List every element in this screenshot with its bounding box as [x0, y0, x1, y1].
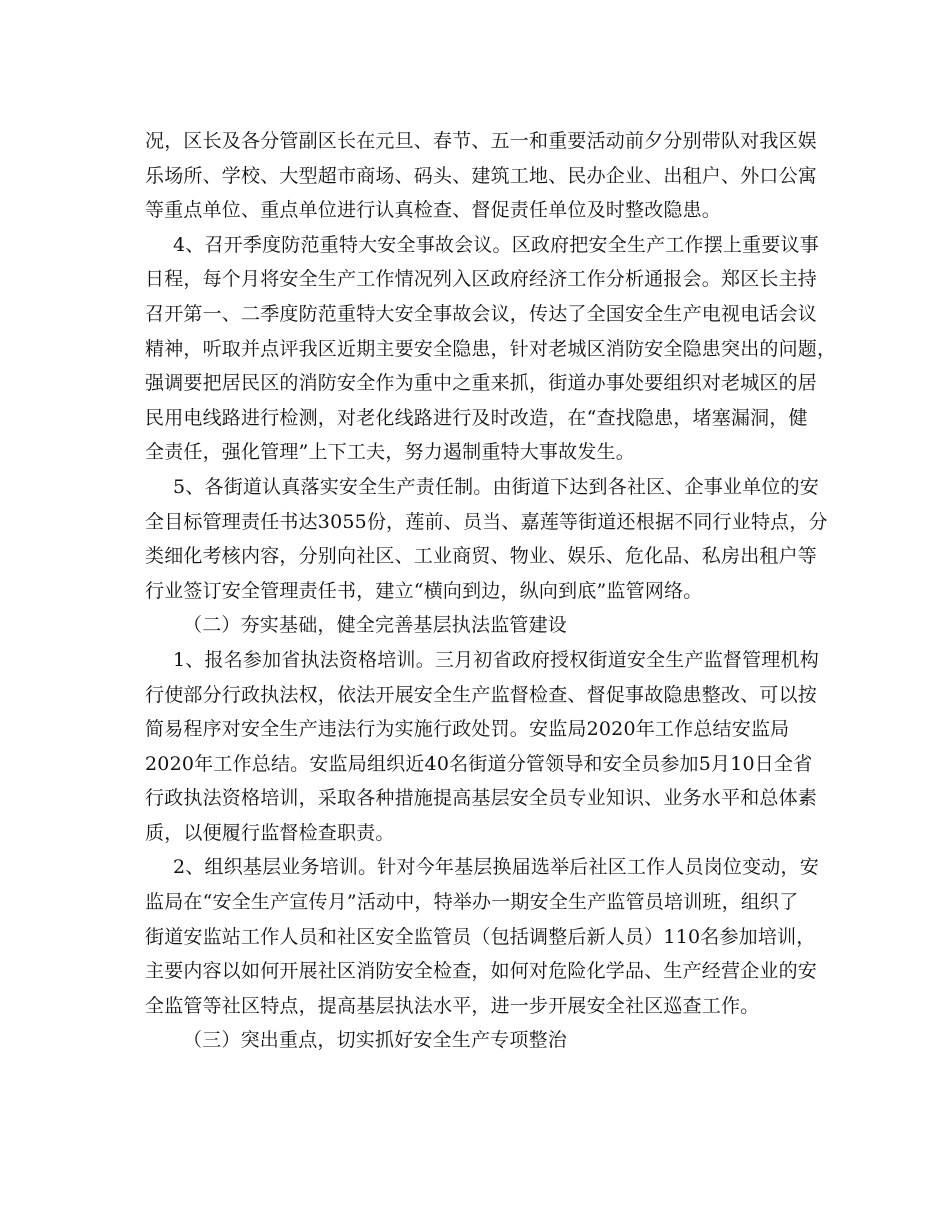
text-line: 类细化考核内容，分别向社区、工业商贸、物业、娱乐、危化品、私房出租户等 [145, 545, 818, 568]
section-heading: （二）夯实基础，健全完善基层执法监管建设 [183, 614, 568, 637]
text-line: 日程，每个月将安全生产工作情况列入区政府经济工作分析通报会。郑区长主持 [145, 268, 818, 291]
text-line: 行使部分行政执法权，依法开展安全生产监督检查、督促事故隐患整改、可以按 [145, 683, 818, 706]
paragraph-start-line: 2、组织基层业务培训。针对今年基层换届选举后社区工作人员岗位变动，安 [173, 856, 819, 879]
text-line: 等重点单位、重点单位进行认真检查、督促责任单位及时整改隐患。 [145, 199, 722, 222]
text-line: 全监管等社区特点，提高基层执法水平，进一步开展安全社区巡查工作。 [145, 994, 760, 1017]
text-line: 民用电线路进行检测，对老化线路进行及时改造，在“查找隐患，堵塞漏洞，健 [145, 406, 808, 429]
text-line: 召开第一、二季度防范重特大安全事故会议，传达了全国安全生产电视电话会议 [145, 302, 818, 325]
text-line: 全责任，强化管理”上下工夫，努力遏制重特大事故发生。 [145, 441, 635, 464]
text-line: 行业签订安全管理责任书，建立“横向到边，纵向到底”监管网络。 [145, 579, 703, 602]
text-line: 行政执法资格培训，采取各种措施提高基层安全员专业知识、业务水平和总体素 [145, 787, 818, 810]
text-line: 主要内容以如何开展社区消防安全检查，如何对危险化学品、生产经营企业的安 [145, 960, 818, 983]
paragraph-start-line: 1、报名参加省执法资格培训。三月初省政府授权街道安全生产监督管理机构 [173, 648, 819, 671]
section-heading: （三）突出重点，切实抓好安全生产专项整治 [183, 1029, 568, 1052]
text-line: 精神，听取并点评我区近期主要安全隐患，针对老城区消防安全隐患突出的问题， [145, 337, 837, 360]
text-line: 2020年工作总结。安监局组织近40名街道分管领导和安全员参加5月10日全省 [145, 752, 813, 775]
text-line: 强调要把居民区的消防安全作为重中之重来抓，街道办事处要组织对老城区的居 [145, 372, 818, 395]
paragraph-start-line: 5、各街道认真落实安全生产责任制。由街道下达到各社区、企事业单位的安 [173, 475, 819, 498]
document-body [145, 124, 837, 1058]
text-line: 简易程序对安全生产违法行为实施行政处罚。安监局2020年工作总结安监局 [145, 718, 790, 741]
text-line: 街道安监站工作人员和社区安全监管员（包括调整后新人员）110名参加培训， [145, 925, 816, 948]
text-line: 监局在“安全生产宣传月”活动中，特举办一期安全生产监管员培训班，组织了 [145, 891, 799, 914]
paragraph-start-line: 4、召开季度防范重特大安全事故会议。区政府把安全生产工作摆上重要议事 [173, 233, 819, 256]
text-line: 况，区长及各分管副区长在元旦、春节、五一和重要活动前夕分别带队对我区娱 [145, 130, 818, 152]
text-line: 全目标管理责任书达3055份，莲前、员当、嘉莲等街道还根据不同行业特点，分 [145, 510, 828, 533]
text-line: 乐场所、学校、大型超市商场、码头、建筑工地、民办企业、出租户、外口公寓 [145, 164, 818, 187]
text-line: 质，以便履行监督检查职责。 [145, 821, 395, 844]
